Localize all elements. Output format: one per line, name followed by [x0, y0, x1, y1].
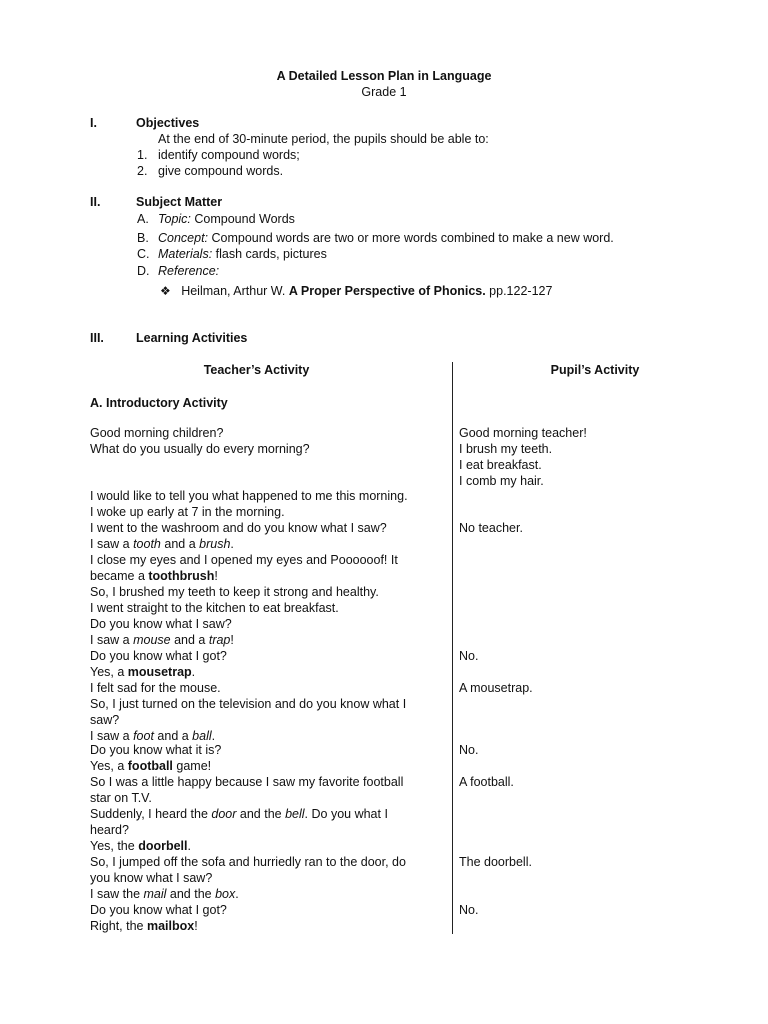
teacher-line: star on T.V.: [90, 791, 152, 805]
teacher-line: [90, 536, 446, 552]
pupil-line: A mousetrap.: [459, 681, 533, 695]
objective-1-number: 1.: [137, 148, 148, 162]
topic-label: Topic:: [158, 212, 191, 226]
compound-word-toothbrush: toothbrush: [148, 569, 215, 583]
topic-value: Compound Words: [190, 212, 295, 226]
concept-line: [158, 230, 614, 246]
pupil-line: No.: [459, 903, 479, 917]
teacher-line: [90, 838, 446, 854]
pupil-line: Good morning teacher!: [459, 426, 587, 440]
teacher-line: [90, 806, 446, 822]
word-tooth: tooth: [133, 537, 161, 551]
pupil-line: The doorbell.: [459, 855, 532, 869]
pupil-line: No.: [459, 743, 479, 757]
learning-numeral: III.: [90, 331, 104, 345]
text-segment: and a: [153, 729, 193, 743]
citation-book-title: A Proper Perspective of Phonics.: [288, 284, 486, 298]
text-segment: .: [230, 537, 234, 551]
text-segment: .: [191, 665, 196, 679]
text-segment: . Do you what I: [304, 807, 388, 821]
word-foot: foot: [133, 729, 154, 743]
materials-line: [158, 246, 327, 262]
teacher-line: you know what I saw?: [90, 871, 213, 885]
teacher-line: I woke up early at 7 in the morning.: [90, 505, 285, 519]
teacher-line: Do you know what I got?: [90, 649, 227, 663]
teacher-line: saw?: [90, 713, 120, 727]
pupil-line: I comb my hair.: [459, 474, 544, 488]
diamond-bullet-icon: ❖: [160, 284, 171, 298]
text-segment: and the: [166, 887, 216, 901]
teacher-line: Good morning children?: [90, 426, 224, 440]
pupil-line: I brush my teeth.: [459, 442, 553, 456]
pupil-line: No.: [459, 649, 479, 663]
objective-1-text: identify compound words;: [158, 148, 300, 162]
teacher-line: [90, 886, 446, 902]
text-segment: I saw a: [90, 633, 134, 647]
pupil-line: I eat breakfast.: [459, 458, 542, 472]
subject-matter-heading: Subject Matter: [136, 195, 223, 209]
pupil-activity-header: Pupil’s Activity: [550, 363, 640, 377]
reference-letter: D.: [137, 264, 150, 278]
word-mail: mail: [143, 887, 167, 901]
teacher-line: What do you usually do every morning?: [90, 442, 310, 456]
word-bell: bell: [285, 807, 305, 821]
text-segment: !: [230, 633, 234, 647]
objectives-intro: At the end of 30-minute period, the pupils should be able to:: [158, 132, 489, 146]
text-segment: and the: [236, 807, 286, 821]
text-segment: !: [194, 919, 198, 933]
document-title: A Detailed Lesson Plan in Language: [276, 69, 492, 83]
teacher-line: [90, 632, 446, 648]
pupil-line: A football.: [459, 775, 514, 789]
teacher-line: So I was a little happy because I saw my favorite football: [90, 775, 404, 789]
text-segment: Right, the: [90, 919, 147, 933]
text-segment: !: [214, 569, 218, 583]
text-segment: Yes, a: [90, 759, 128, 773]
teacher-line: I close my eyes and I opened my eyes and Poooooof! It: [90, 553, 398, 567]
materials-letter: C.: [137, 247, 150, 261]
text-segment: I saw a: [90, 729, 134, 743]
concept-value: Compound words are two or more words combined to make a new word.: [208, 231, 614, 245]
teacher-activity-header: Teacher’s Activity: [203, 363, 310, 377]
text-segment: and a: [170, 633, 209, 647]
objectives-heading: Objectives: [136, 116, 200, 130]
teacher-line: I went straight to the kitchen to eat breakfast.: [90, 601, 339, 615]
compound-word-doorbell: doorbell: [138, 839, 188, 853]
pupil-line: No teacher.: [459, 521, 523, 535]
teacher-line: Do you know what I got?: [90, 903, 227, 917]
teacher-line: So, I just turned on the television and do you know what I: [90, 697, 407, 711]
compound-word-football: football: [127, 759, 173, 773]
citation-author: Heilman, Arthur W.: [181, 284, 289, 298]
topic-line: [158, 211, 295, 227]
text-segment: game!: [172, 759, 212, 773]
teacher-line: [90, 758, 446, 774]
compound-word-mailbox: mailbox: [146, 919, 195, 933]
introductory-activity-heading: A. Introductory Activity: [90, 396, 228, 410]
objective-2-number: 2.: [137, 164, 148, 178]
column-divider: [452, 362, 453, 934]
word-mouse: mouse: [133, 633, 171, 647]
text-segment: and a: [160, 537, 200, 551]
text-segment: .: [187, 839, 191, 853]
teacher-line: I would like to tell you what happened to me this morning.: [90, 489, 408, 503]
word-brush: brush: [199, 537, 231, 551]
citation-pages: pp.122-127: [485, 284, 553, 298]
materials-value: flash cards, pictures: [212, 247, 327, 261]
reference-label: Reference:: [158, 264, 220, 278]
concept-letter: B.: [137, 231, 149, 245]
teacher-line: [90, 568, 446, 584]
teacher-line: So, I jumped off the sofa and hurriedly ran to the door, do: [90, 855, 406, 869]
objective-2-text: give compound words.: [158, 164, 284, 178]
teacher-line: So, I brushed my teeth to keep it strong and healthy.: [90, 585, 379, 599]
text-segment: Yes, the: [90, 839, 139, 853]
text-segment: .: [211, 729, 216, 743]
text-segment: Suddenly, I heard the: [90, 807, 212, 821]
teacher-line: [90, 664, 446, 680]
word-ball: ball: [192, 729, 212, 743]
objectives-numeral: I.: [90, 116, 97, 130]
teacher-line: I went to the washroom and do you know what I saw?: [90, 521, 387, 535]
text-segment: Yes, a: [90, 665, 128, 679]
teacher-line: Do you know what I saw?: [90, 617, 232, 631]
citation-line: [160, 283, 552, 299]
word-door: door: [211, 807, 237, 821]
word-trap: trap: [208, 633, 231, 647]
learning-heading: Learning Activities: [136, 331, 248, 345]
teacher-line: heard?: [90, 823, 129, 837]
subject-matter-numeral: II.: [90, 195, 101, 209]
text-segment: .: [235, 887, 239, 901]
teacher-line: Do you know what it is?: [90, 743, 222, 757]
teacher-line: [90, 918, 446, 934]
materials-label: Materials:: [158, 247, 213, 261]
text-segment: I saw the: [90, 887, 144, 901]
text-segment: I saw a: [90, 537, 134, 551]
topic-letter: A.: [137, 212, 149, 226]
grade-label: Grade 1: [361, 85, 407, 99]
concept-label: Concept:: [158, 231, 209, 245]
compound-word-mousetrap: mousetrap: [127, 665, 192, 679]
word-box: box: [215, 887, 236, 901]
text-segment: became a: [90, 569, 149, 583]
teacher-line: I felt sad for the mouse.: [90, 681, 221, 695]
